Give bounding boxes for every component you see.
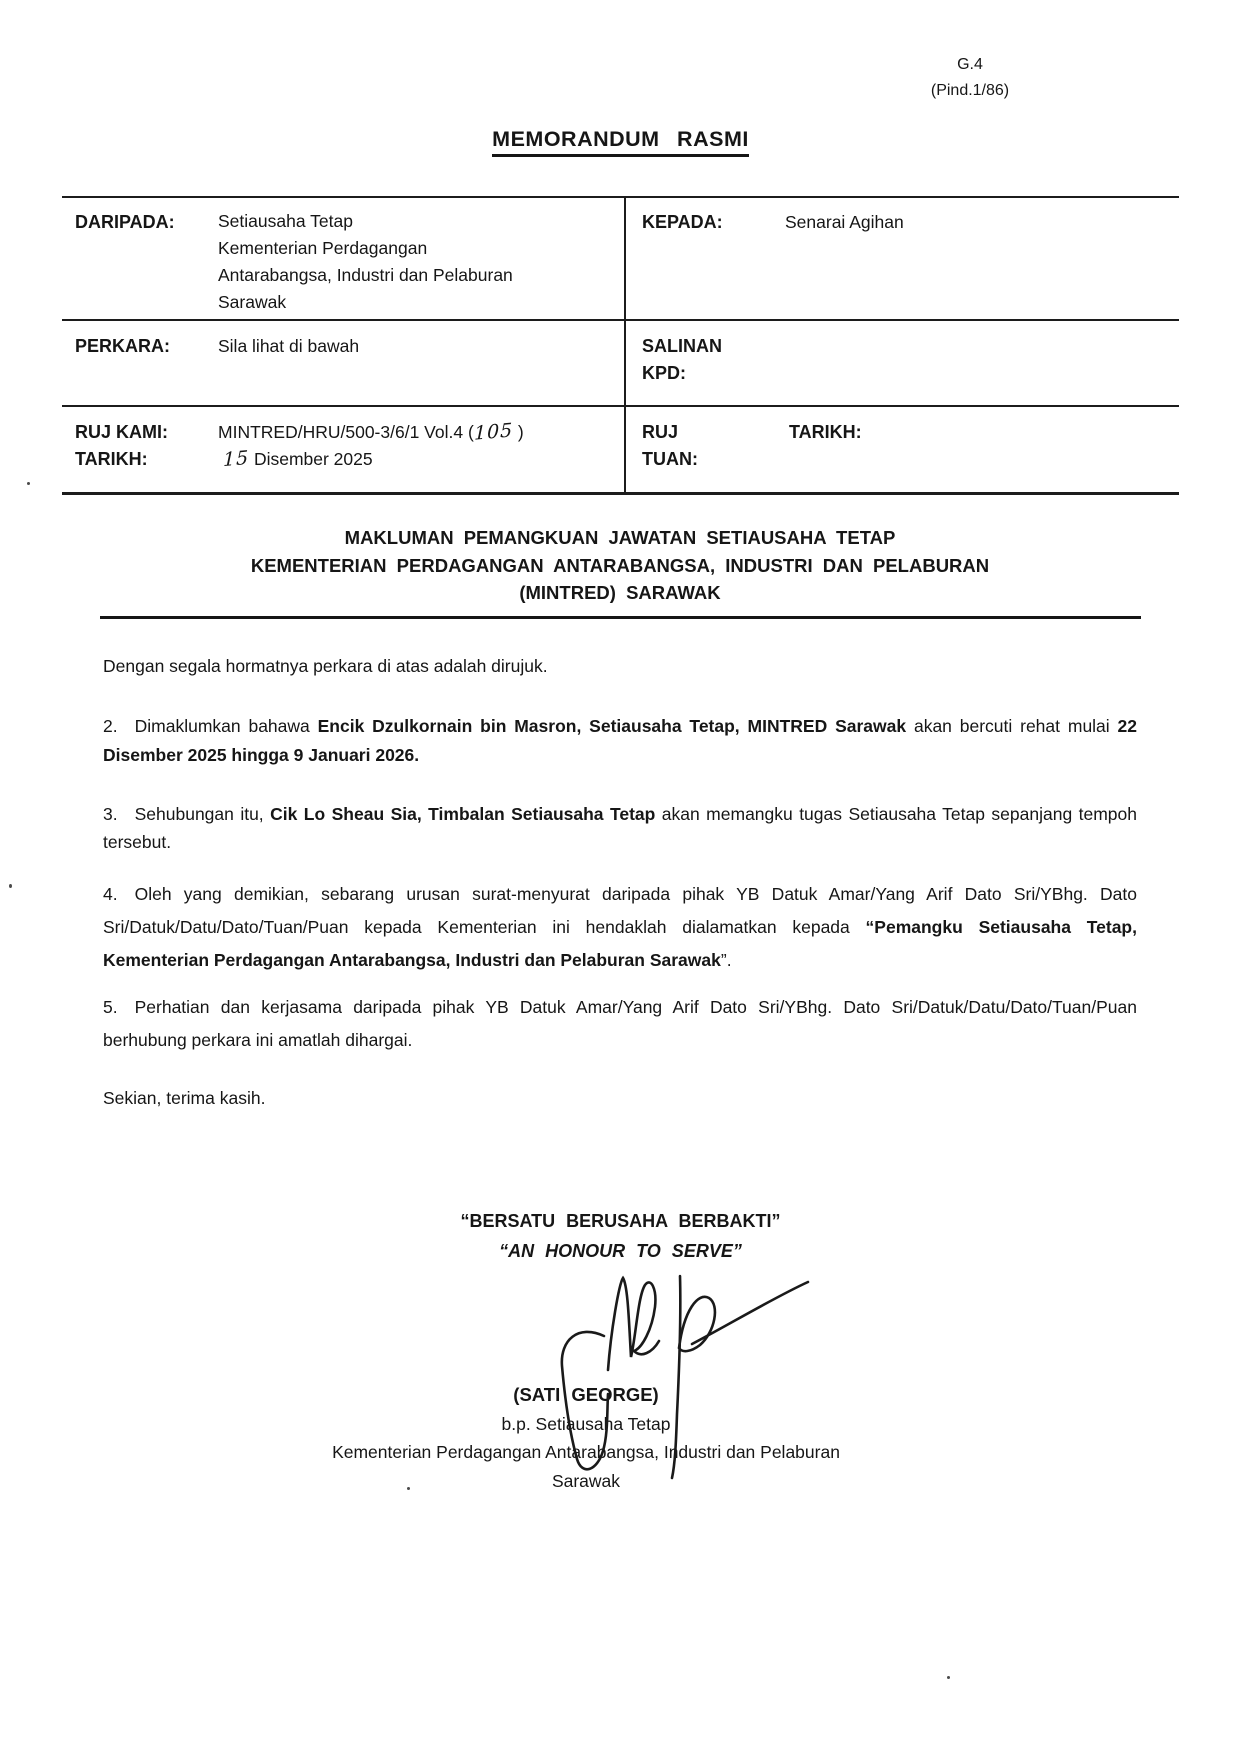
motto-line-2: “AN HONOUR TO SERVE” [499,1241,742,1261]
signature-for-line: b.p. Setiausaha Tetap [501,1413,671,1434]
cell-salinan-kpd [624,321,1179,405]
paragraph-4-bold-1: “Pemangku Setiausaha Tetap, Kementerian Perdagangan Antarabangsa, Industri dan Pelaburan Sarawak [103,916,1137,970]
daripada-line-1: Setiausaha Tetap [218,211,353,231]
salinan-label-line2: KPD: [642,363,686,383]
scan-artifact-dot [27,482,30,485]
paragraph-2-bold-2: 22 Disember 2025 hingga 9 Januari 2026. [103,715,1137,765]
form-revision: (Pind.1/86) [930,82,1010,99]
paragraph-5-text-1: Perhatian dan kerjasama daripada pihak YB Datuk Amar/Yang Arif Dato Sri/YBhg. Dato Sri/Datuk/Datu/Dato/Tuan/Puan berhubung perkara ini amatlah dihargai. [103,996,1137,1050]
title-wrap [0,127,1241,157]
scan-artifact-dot [9,884,12,888]
kepada-label: KEPADA: [642,212,723,232]
daripada-line-2: Kementerian Perdagangan [218,238,428,258]
paragraph-1: Dengan segala hormatnya perkara di atas adalah dirujuk. [103,655,548,676]
cell-ruj-kami-tarikh [62,407,624,492]
paragraph-2-text-2: akan bercuti rehat mulai [906,715,1118,736]
salinan-label-line1: SALINAN [642,336,722,356]
paragraph-4 [103,878,1137,977]
tarikh-line [75,446,614,473]
daripada-line-3: Antarabangsa, Industri dan Pelaburan [218,265,513,285]
kepada-value: Senarai Agihan [785,212,904,232]
ruj-kami-suffix: ) [517,422,524,442]
cell-ruj-tuan [624,407,1179,492]
daripada-label: DARIPADA: [75,212,175,232]
ruj-kami-line [75,419,614,446]
motto-line-1: “BERSATU BERUSAHA BERBAKTI” [460,1211,781,1231]
memo-header-table [62,196,1179,495]
ruj-tuan-label-line2: TUAN: [642,449,698,469]
tarikh-label: TARIKH: [75,449,148,469]
cell-daripada [62,198,624,319]
paragraph-4-text-2: ”. [720,949,732,970]
signature-org-line-2: Sarawak [551,1470,621,1491]
signatory-name: (SATI GEORGE) [513,1384,659,1405]
page-title: MEMORANDUM RASMI [492,127,749,157]
paragraph-3-text-1: Sehubungan itu, [134,803,271,824]
daripada-value [218,208,513,319]
paragraph-4-number: 4. [103,883,118,904]
form-code: G.4 [957,56,983,73]
cell-perkara [62,321,624,405]
subject-line-1: MAKLUMAN PEMANGKUAN JAWATAN SETIAUSAHA TETAP [344,527,896,548]
tarikh-month-year: Disember 2025 [253,449,373,469]
table-row-ruj-tarikh [62,407,1179,492]
ruj-kami-prefix: MINTRED/HRU/500-3/6/1 Vol.4 ( [218,422,474,442]
paragraph-2-number: 2. [103,715,118,736]
subject-line-2: KEMENTERIAN PERDAGANGAN ANTARABANGSA, INDUSTRI DAN PELABURAN [250,554,990,576]
table-row-perkara-salinan [62,321,1179,407]
cell-kepada [624,198,1179,319]
subject-underline-rule [100,616,1141,619]
subject-heading [103,524,1137,607]
paragraph-5 [103,991,1137,1057]
paragraph-4-text-1: Oleh yang demikian, sebarang urusan surat-menyurat daripada pihak YB Datuk Amar/Yang Arif Dato Sri/YBhg. Dato Sri/Datuk/Datu/Dato/Tuan/Puan kepada Kementerian ini hendaklah dialamatkan kepada [103,883,1137,937]
closing-line: Sekian, terima kasih. [103,1087,266,1108]
signature-org-line-1: Kementerian Perdagangan Antarabangsa, Industri dan Pelaburan [332,1442,840,1462]
paragraph-3-number: 3. [103,803,118,824]
scan-artifact-dot [407,1487,410,1490]
paragraph-2-text-1: Dimaklumkan bahawa [134,715,318,736]
tarikh-handwritten-day: 15 [222,446,250,472]
ruj-tuan-label-line1: RUJ [642,422,679,442]
perkara-label: PERKARA: [75,336,171,356]
table-row-daripada-kepada [62,198,1179,321]
paragraph-2 [103,712,1137,770]
tarikh-value [218,446,373,473]
paragraph-3 [103,800,1137,856]
tarikh-tuan-label: TARIKH: [789,422,862,442]
handwritten-signature [470,1252,830,1502]
document-body [103,524,1137,1112]
paragraph-3-bold-1: Cik Lo Sheau Sia, Timbalan Setiausaha Tetap [270,803,656,824]
ruj-kami-handwritten-number: 105 [473,419,514,445]
subject-line-3: (MINTRED) SARAWAK [519,582,721,603]
ruj-kami-label: RUJ KAMI: [75,422,168,442]
scan-artifact-dot [947,1676,950,1679]
paragraph-2-bold-1: Encik Dzulkornain bin Masron, Setiausaha Tetap, MINTRED Sarawak [317,715,907,736]
perkara-value: Sila lihat di bawah [218,336,360,356]
ruj-kami-value [218,419,524,446]
paragraph-5-number: 5. [103,996,118,1017]
paragraph-3-text-2: akan memangku tugas Setiausaha Tetap sepanjang tempoh tersebut. [103,803,1137,852]
form-code-block [880,52,1060,104]
daripada-line-4: Sarawak [218,292,287,312]
